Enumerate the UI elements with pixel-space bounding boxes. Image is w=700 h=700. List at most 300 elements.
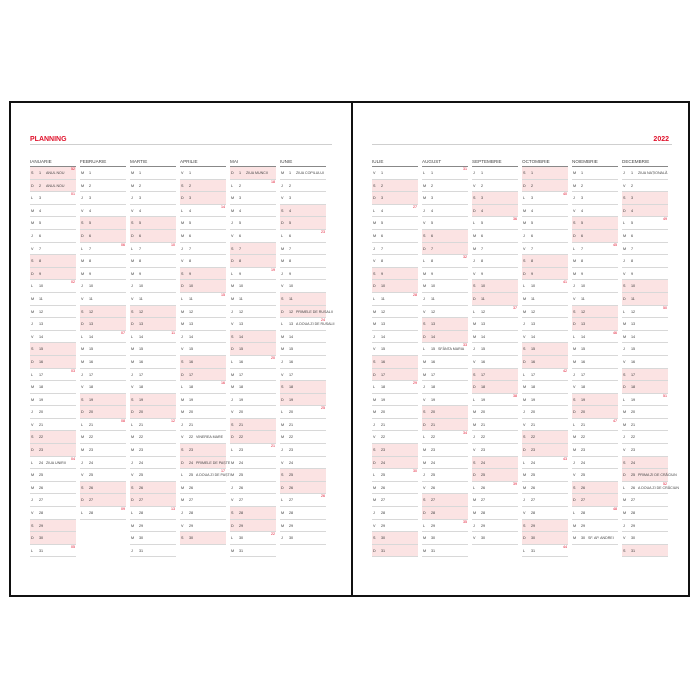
day-row[interactable] <box>280 306 333 319</box>
day-row[interactable] <box>422 520 468 533</box>
day-row[interactable] <box>230 419 276 432</box>
day-row[interactable] <box>422 180 468 193</box>
day-row[interactable] <box>472 369 518 382</box>
day-row[interactable] <box>180 255 226 268</box>
day-row[interactable] <box>130 494 176 507</box>
day-row[interactable] <box>522 444 568 457</box>
day-row[interactable] <box>230 306 276 319</box>
day-row[interactable] <box>230 406 276 419</box>
day-row[interactable] <box>230 318 276 331</box>
day-row[interactable] <box>522 268 568 281</box>
day-row[interactable] <box>180 243 226 256</box>
day-row[interactable] <box>522 406 568 419</box>
day-row[interactable] <box>130 356 176 369</box>
day-row[interactable] <box>80 343 126 356</box>
day-row[interactable] <box>130 431 176 444</box>
day-row[interactable] <box>30 406 76 419</box>
day-row[interactable] <box>80 318 126 331</box>
day-row[interactable] <box>230 507 276 520</box>
day-row[interactable] <box>472 268 518 281</box>
day-row[interactable] <box>372 243 418 256</box>
day-row[interactable] <box>180 381 226 394</box>
day-row[interactable] <box>30 205 76 218</box>
day-row[interactable] <box>130 230 176 243</box>
day-row[interactable] <box>472 507 518 520</box>
day-row[interactable] <box>130 381 176 394</box>
day-row[interactable] <box>280 268 326 281</box>
day-row[interactable] <box>422 406 468 419</box>
day-row[interactable] <box>622 481 679 495</box>
day-row[interactable] <box>230 280 276 293</box>
day-row[interactable] <box>372 444 418 457</box>
day-row[interactable] <box>280 217 326 230</box>
day-row[interactable] <box>230 545 276 558</box>
day-row[interactable] <box>130 369 176 382</box>
day-row[interactable] <box>280 192 326 205</box>
day-row[interactable] <box>522 318 568 331</box>
day-row[interactable] <box>80 406 126 419</box>
day-row[interactable] <box>280 444 326 457</box>
day-row[interactable] <box>280 406 326 419</box>
day-row[interactable] <box>522 356 568 369</box>
day-row[interactable] <box>572 331 618 344</box>
day-row[interactable] <box>30 293 76 306</box>
day-row[interactable] <box>622 520 668 533</box>
day-row[interactable] <box>622 217 668 230</box>
day-row[interactable] <box>572 180 618 193</box>
day-row[interactable] <box>230 444 276 457</box>
day-row[interactable] <box>622 457 668 470</box>
day-row[interactable] <box>522 230 568 243</box>
day-row[interactable] <box>622 280 668 293</box>
day-row[interactable] <box>280 167 326 180</box>
day-row[interactable] <box>130 217 176 230</box>
day-row[interactable] <box>572 369 618 382</box>
day-row[interactable] <box>622 180 668 193</box>
day-row[interactable] <box>230 167 276 180</box>
day-row[interactable] <box>180 318 226 331</box>
day-row[interactable] <box>130 268 176 281</box>
day-row[interactable] <box>372 180 418 193</box>
day-row[interactable] <box>422 255 468 268</box>
day-row[interactable] <box>30 520 76 533</box>
day-row[interactable] <box>422 230 468 243</box>
day-row[interactable] <box>522 369 568 382</box>
day-row[interactable] <box>372 167 418 180</box>
day-row[interactable] <box>30 331 76 344</box>
day-row[interactable] <box>472 482 518 495</box>
day-row[interactable] <box>30 217 76 230</box>
day-row[interactable] <box>180 494 226 507</box>
day-row[interactable] <box>472 205 518 218</box>
day-row[interactable] <box>280 318 335 331</box>
day-row[interactable] <box>280 520 326 533</box>
day-row[interactable] <box>372 217 418 230</box>
day-row[interactable] <box>130 482 176 495</box>
day-row[interactable] <box>180 507 226 520</box>
day-row[interactable] <box>572 217 618 230</box>
day-row[interactable] <box>622 507 668 520</box>
day-row[interactable] <box>572 457 618 470</box>
day-row[interactable] <box>80 230 126 243</box>
day-row[interactable] <box>372 318 418 331</box>
day-row[interactable] <box>522 306 568 319</box>
day-row[interactable] <box>572 469 618 482</box>
day-row[interactable] <box>572 419 618 432</box>
day-row[interactable] <box>180 532 226 545</box>
day-row[interactable] <box>230 293 276 306</box>
day-row[interactable] <box>180 469 231 482</box>
day-row[interactable] <box>622 444 668 457</box>
day-row[interactable] <box>80 419 126 432</box>
day-row[interactable] <box>422 507 468 520</box>
day-row[interactable] <box>230 520 276 533</box>
day-row[interactable] <box>230 457 276 470</box>
day-row[interactable] <box>230 343 276 356</box>
day-row[interactable] <box>80 255 126 268</box>
day-row[interactable] <box>30 343 76 356</box>
day-row[interactable] <box>30 545 76 558</box>
day-row[interactable] <box>422 167 468 180</box>
day-row[interactable] <box>80 280 126 293</box>
day-row[interactable] <box>622 230 668 243</box>
day-row[interactable] <box>622 255 668 268</box>
day-row[interactable] <box>572 293 618 306</box>
day-row[interactable] <box>30 431 76 444</box>
day-row[interactable] <box>130 280 176 293</box>
day-row[interactable] <box>30 494 76 507</box>
day-row[interactable] <box>230 268 276 281</box>
day-row[interactable] <box>180 343 226 356</box>
day-row[interactable] <box>372 306 418 319</box>
day-row[interactable] <box>372 469 418 482</box>
day-row[interactable] <box>472 431 518 444</box>
day-row[interactable] <box>422 356 468 369</box>
day-row[interactable] <box>230 369 276 382</box>
day-row[interactable] <box>130 444 176 457</box>
day-row[interactable] <box>472 457 518 470</box>
day-row[interactable] <box>230 255 276 268</box>
day-row[interactable] <box>522 520 568 533</box>
day-row[interactable] <box>522 545 568 558</box>
day-row[interactable] <box>30 381 76 394</box>
day-row[interactable] <box>472 230 518 243</box>
day-row[interactable] <box>572 394 618 407</box>
day-row[interactable] <box>80 167 126 180</box>
day-row[interactable] <box>472 494 518 507</box>
day-row[interactable] <box>372 381 418 394</box>
day-row[interactable] <box>80 306 126 319</box>
day-row[interactable] <box>622 318 668 331</box>
day-row[interactable] <box>130 205 176 218</box>
day-row[interactable] <box>422 532 468 545</box>
day-row[interactable] <box>522 381 568 394</box>
day-row[interactable] <box>422 192 468 205</box>
day-row[interactable] <box>80 494 126 507</box>
day-row[interactable] <box>472 167 518 180</box>
day-row[interactable] <box>422 419 468 432</box>
day-row[interactable] <box>280 419 326 432</box>
day-row[interactable] <box>80 431 126 444</box>
day-row[interactable] <box>230 469 276 482</box>
day-row[interactable] <box>522 532 568 545</box>
day-row[interactable] <box>180 205 226 218</box>
day-row[interactable] <box>130 167 176 180</box>
day-row[interactable] <box>422 545 468 558</box>
day-row[interactable] <box>280 230 326 243</box>
day-row[interactable] <box>522 243 568 256</box>
day-row[interactable] <box>372 255 418 268</box>
day-row[interactable] <box>80 217 126 230</box>
day-row[interactable] <box>522 394 568 407</box>
day-row[interactable] <box>230 243 276 256</box>
day-row[interactable] <box>572 268 618 281</box>
day-row[interactable] <box>30 369 76 382</box>
day-row[interactable] <box>180 444 226 457</box>
day-row[interactable] <box>622 356 668 369</box>
day-row[interactable] <box>372 457 418 470</box>
day-row[interactable] <box>130 306 176 319</box>
day-row[interactable] <box>572 280 618 293</box>
day-row[interactable] <box>280 293 326 306</box>
day-row[interactable] <box>472 192 518 205</box>
day-row[interactable] <box>80 369 126 382</box>
day-row[interactable] <box>472 532 518 545</box>
day-row[interactable] <box>280 469 326 482</box>
day-row[interactable] <box>622 205 668 218</box>
day-row[interactable] <box>622 431 668 444</box>
day-row[interactable] <box>280 394 326 407</box>
day-row[interactable] <box>130 293 176 306</box>
day-row[interactable] <box>372 431 418 444</box>
day-row[interactable] <box>372 268 418 281</box>
day-row[interactable] <box>572 343 618 356</box>
day-row[interactable] <box>422 306 468 319</box>
day-row[interactable] <box>130 394 176 407</box>
day-row[interactable] <box>230 394 276 407</box>
day-row[interactable] <box>522 331 568 344</box>
day-row[interactable] <box>422 318 468 331</box>
day-row[interactable] <box>622 494 668 507</box>
day-row[interactable] <box>422 217 468 230</box>
day-row[interactable] <box>30 268 76 281</box>
day-row[interactable] <box>422 482 468 495</box>
day-row[interactable] <box>280 356 326 369</box>
day-row[interactable] <box>30 306 76 319</box>
day-row[interactable] <box>80 457 126 470</box>
day-row[interactable] <box>572 520 618 533</box>
day-row[interactable] <box>522 469 568 482</box>
day-row[interactable] <box>522 482 568 495</box>
day-row[interactable] <box>572 507 618 520</box>
day-row[interactable] <box>280 205 326 218</box>
day-row[interactable] <box>522 457 568 470</box>
day-row[interactable] <box>522 293 568 306</box>
day-row[interactable] <box>180 293 226 306</box>
day-row[interactable] <box>422 381 468 394</box>
day-row[interactable] <box>80 293 126 306</box>
day-row[interactable] <box>280 431 326 444</box>
day-row[interactable] <box>472 394 518 407</box>
day-row[interactable] <box>472 217 518 230</box>
day-row[interactable] <box>230 331 276 344</box>
day-row[interactable] <box>422 280 468 293</box>
day-row[interactable] <box>622 243 668 256</box>
day-row[interactable] <box>622 419 668 432</box>
day-row[interactable] <box>30 280 76 293</box>
day-row[interactable] <box>472 520 518 533</box>
day-row[interactable] <box>80 205 126 218</box>
day-row[interactable] <box>80 192 126 205</box>
day-row[interactable] <box>472 331 518 344</box>
day-row[interactable] <box>522 217 568 230</box>
day-row[interactable] <box>372 520 418 533</box>
day-row[interactable] <box>30 444 76 457</box>
day-row[interactable] <box>230 217 276 230</box>
day-row[interactable] <box>372 343 418 356</box>
day-row[interactable] <box>622 331 668 344</box>
day-row[interactable] <box>180 230 226 243</box>
day-row[interactable] <box>472 255 518 268</box>
day-row[interactable] <box>30 419 76 432</box>
day-row[interactable] <box>622 293 668 306</box>
day-row[interactable] <box>130 243 176 256</box>
day-row[interactable] <box>30 469 76 482</box>
day-row[interactable] <box>522 205 568 218</box>
day-row[interactable] <box>30 255 76 268</box>
day-row[interactable] <box>230 230 276 243</box>
day-row[interactable] <box>180 457 231 470</box>
day-row[interactable] <box>572 406 618 419</box>
day-row[interactable] <box>572 255 618 268</box>
day-row[interactable] <box>30 482 76 495</box>
day-row[interactable] <box>180 167 226 180</box>
day-row[interactable] <box>422 369 468 382</box>
day-row[interactable] <box>622 306 668 319</box>
day-row[interactable] <box>130 180 176 193</box>
day-row[interactable] <box>280 457 326 470</box>
day-row[interactable] <box>230 431 276 444</box>
day-row[interactable] <box>180 520 226 533</box>
day-row[interactable] <box>30 394 76 407</box>
day-row[interactable] <box>230 482 276 495</box>
day-row[interactable] <box>422 469 468 482</box>
day-row[interactable] <box>30 507 76 520</box>
day-row[interactable] <box>30 532 76 545</box>
day-row[interactable] <box>572 230 618 243</box>
day-row[interactable] <box>80 243 126 256</box>
day-row[interactable] <box>180 406 226 419</box>
day-row[interactable] <box>180 217 226 230</box>
day-row[interactable] <box>30 457 76 470</box>
day-row[interactable] <box>372 369 418 382</box>
day-row[interactable] <box>572 431 618 444</box>
day-row[interactable] <box>572 444 618 457</box>
day-row[interactable] <box>522 280 568 293</box>
day-row[interactable] <box>180 431 226 444</box>
day-row[interactable] <box>372 532 418 545</box>
day-row[interactable] <box>622 343 668 356</box>
day-row[interactable] <box>572 356 618 369</box>
day-row[interactable] <box>80 180 126 193</box>
day-row[interactable] <box>622 469 677 482</box>
day-row[interactable] <box>522 431 568 444</box>
day-row[interactable] <box>472 306 518 319</box>
day-row[interactable] <box>372 406 418 419</box>
day-row[interactable] <box>180 306 226 319</box>
day-row[interactable] <box>572 381 618 394</box>
day-row[interactable] <box>572 482 618 495</box>
day-row[interactable] <box>472 318 518 331</box>
day-row[interactable] <box>372 205 418 218</box>
day-row[interactable] <box>372 394 418 407</box>
day-row[interactable] <box>130 419 176 432</box>
day-row[interactable] <box>30 356 76 369</box>
day-row[interactable] <box>422 343 468 356</box>
day-row[interactable] <box>30 230 76 243</box>
day-row[interactable] <box>30 192 76 205</box>
day-row[interactable] <box>280 381 326 394</box>
day-row[interactable] <box>230 356 276 369</box>
day-row[interactable] <box>30 243 76 256</box>
day-row[interactable] <box>472 343 518 356</box>
day-row[interactable] <box>230 381 276 394</box>
day-row[interactable] <box>572 205 618 218</box>
day-row[interactable] <box>280 494 326 507</box>
day-row[interactable] <box>572 243 618 256</box>
day-row[interactable] <box>130 545 176 558</box>
day-row[interactable] <box>80 356 126 369</box>
day-row[interactable] <box>622 167 668 180</box>
day-row[interactable] <box>422 293 468 306</box>
day-row[interactable] <box>280 482 326 495</box>
day-row[interactable] <box>422 394 468 407</box>
day-row[interactable] <box>180 280 226 293</box>
day-row[interactable] <box>130 331 176 344</box>
day-row[interactable] <box>280 369 326 382</box>
day-row[interactable] <box>622 545 668 558</box>
day-row[interactable] <box>422 444 468 457</box>
day-row[interactable] <box>522 343 568 356</box>
day-row[interactable] <box>622 394 668 407</box>
day-row[interactable] <box>280 255 326 268</box>
day-row[interactable] <box>372 230 418 243</box>
day-row[interactable] <box>422 268 468 281</box>
day-row[interactable] <box>422 205 468 218</box>
day-row[interactable] <box>422 457 468 470</box>
day-row[interactable] <box>572 318 618 331</box>
day-row[interactable] <box>422 331 468 344</box>
day-row[interactable] <box>130 255 176 268</box>
day-row[interactable] <box>472 444 518 457</box>
day-row[interactable] <box>80 268 126 281</box>
day-row[interactable] <box>80 331 126 344</box>
day-row[interactable] <box>372 293 418 306</box>
day-row[interactable] <box>472 180 518 193</box>
day-row[interactable] <box>472 280 518 293</box>
day-row[interactable] <box>472 381 518 394</box>
day-row[interactable] <box>130 406 176 419</box>
day-row[interactable] <box>230 192 276 205</box>
day-row[interactable] <box>422 243 468 256</box>
day-row[interactable] <box>522 180 568 193</box>
day-row[interactable] <box>372 494 418 507</box>
day-row[interactable] <box>622 532 668 545</box>
day-row[interactable] <box>522 192 568 205</box>
day-row[interactable] <box>230 532 276 545</box>
day-row[interactable] <box>180 180 226 193</box>
day-row[interactable] <box>472 243 518 256</box>
